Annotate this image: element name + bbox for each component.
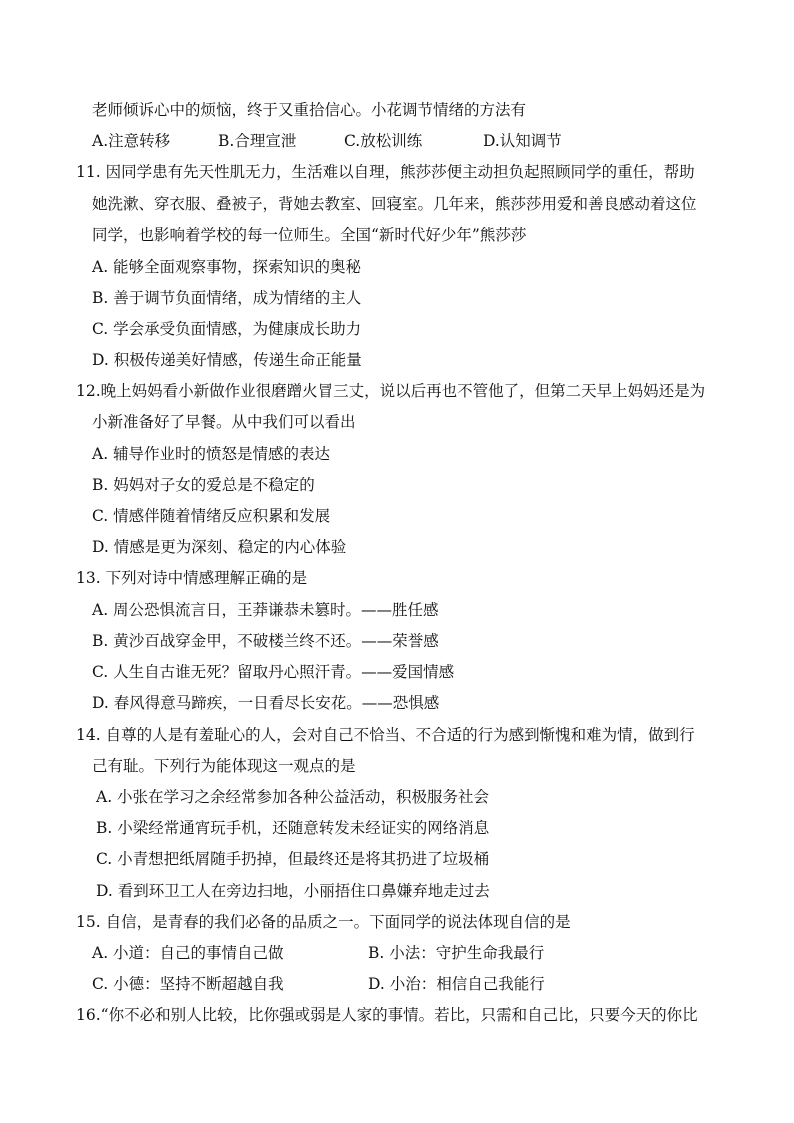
- question-14-stem-line-2: 己有耻。下列行为能体现这一观点的是: [92, 757, 356, 775]
- question-13-option-c: C. 人生自古谁无死？留取丹心照汗青。——爱国情感: [92, 663, 455, 681]
- question-14-option-b: B. 小梁经常通宵玩手机，还随意转发未经证实的网络消息: [96, 819, 490, 837]
- question-12-option-b: B. 妈妈对子女的爱总是不稳定的: [92, 476, 315, 494]
- question-15-option-d: D. 小治：相信自己我能行: [368, 975, 545, 993]
- question-11-stem-line-1: 11. 因同学患有先天性肌无力，生活难以自理，熊莎莎便主动担负起照顾同学的重任，帮助: [76, 163, 695, 181]
- question-13-option-d: D. 春风得意马蹄疾，一日看尽长安花。——恐惧感: [92, 694, 440, 712]
- question-11-stem-line-3: 同学，也影响着学校的每一位师生。全国“新时代好少年”熊莎莎: [92, 226, 527, 244]
- question-13-stem: 13. 下列对诗中情感理解正确的是: [76, 569, 308, 587]
- question-14-option-d: D. 看到环卫工人在旁边扫地，小丽捂住口鼻嫌弃地走过去: [96, 882, 490, 900]
- question-13-option-b: B. 黄沙百战穿金甲，不破楼兰终不还。——荣誉感: [92, 632, 439, 650]
- question-12-option-d: D. 情感是更为深刻、稳定的内心体验: [92, 538, 347, 556]
- question-15-option-c: C. 小德：坚持不断超越自我: [92, 975, 284, 993]
- question-10-stem-tail: 老师倾诉心中的烦恼，终于又重拾信心。小花调节情绪的方法有: [92, 101, 527, 119]
- question-14-option-a: A. 小张在学习之余经常参加各种公益活动，积极服务社会: [96, 788, 490, 806]
- question-12-option-c: C. 情感伴随着情绪反应积累和发展: [92, 507, 331, 525]
- question-10-option-b: B.合理宣泄: [218, 132, 297, 150]
- question-14-stem-line-1: 14. 自尊的人是有羞耻心的人，会对自己不恰当、不合适的行为感到惭愧和难为情，做到行: [76, 726, 695, 744]
- question-11-option-b: B. 善于调节负面情绪，成为情绪的主人: [92, 289, 362, 307]
- question-10-option-d: D.认知调节: [483, 132, 562, 150]
- question-14-option-c: C. 小青想把纸屑随手扔掉，但最终还是将其扔进了垃圾桶: [96, 850, 490, 868]
- question-11-option-a: A. 能够全面观察事物，探索知识的奥秘: [92, 258, 362, 276]
- question-12-stem-line-2: 小新准备好了早餐。从中我们可以看出: [92, 413, 356, 431]
- question-12-option-a: A. 辅导作业时的愤怒是情感的表达: [92, 445, 331, 463]
- question-15-option-b: B. 小法：守护生命我最行: [368, 944, 545, 962]
- question-11-option-d: D. 积极传递美好情感，传递生命正能量: [92, 351, 362, 369]
- question-13-option-a: A. 周公恐惧流言日，王莽谦恭未篡时。——胜任感: [92, 601, 439, 619]
- question-11-option-c: C. 学会承受负面情感，为健康成长助力: [92, 320, 362, 338]
- question-10-option-c: C.放松训练: [344, 132, 423, 150]
- question-15-stem: 15. 自信，是青春的我们必备的品质之一。下面同学的说法体现自信的是: [76, 913, 571, 931]
- question-16-stem-line-1: 16.“你不必和别人比较，比你强或弱是人家的事情。若比，只需和自己比，只要今天的你比: [76, 1006, 698, 1024]
- question-10-option-a: A.注意转移: [92, 132, 171, 150]
- question-12-stem-line-1: 12.晚上妈妈看小新做作业很磨蹭火冒三丈，说以后再也不管他了，但第二天早上妈妈还是为: [76, 382, 706, 400]
- question-11-stem-line-2: 她洗漱、穿衣服、叠被子，背她去教室、回寝室。几年来，熊莎莎用爱和善良感动着这位: [92, 195, 697, 213]
- question-15-option-a: A. 小道：自己的事情自己做: [92, 944, 284, 962]
